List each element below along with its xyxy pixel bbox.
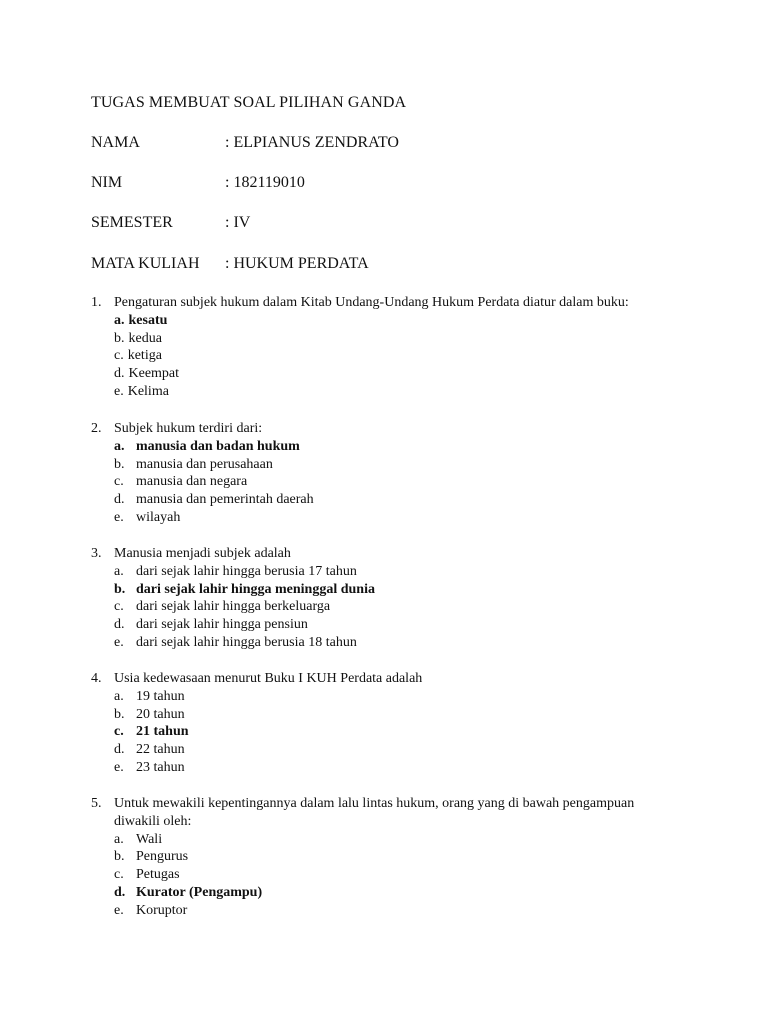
option-letter: d.: [114, 492, 125, 508]
option-text: kesatu: [128, 312, 168, 328]
question-number: 2.: [91, 421, 102, 436]
option: [91, 509, 691, 527]
question-text-line: [91, 294, 691, 312]
option-text: dari sejak lahir hingga pensiun: [136, 617, 308, 633]
option: [91, 688, 691, 706]
option-text: 23 tahun: [136, 759, 185, 775]
option-text: wilayah: [136, 509, 181, 525]
option-correct: [91, 723, 691, 741]
option-text: manusia dan perusahaan: [136, 456, 273, 472]
option-letter: a.: [114, 688, 124, 704]
question-text: Manusia menjadi subjek adalah: [114, 546, 291, 561]
option-correct: [91, 884, 661, 902]
option-text: Kurator (Pengampu): [136, 884, 263, 900]
option: [91, 598, 691, 616]
option: [91, 383, 691, 401]
question-5: [91, 795, 661, 920]
option-letter: b.: [114, 581, 126, 597]
question-number: 5.: [91, 796, 102, 811]
option-text: manusia dan pemerintah daerah: [136, 492, 314, 508]
question-text: Subjek hukum terdiri dari:: [114, 421, 263, 436]
option-letter: b.: [114, 706, 125, 722]
option: [91, 866, 661, 884]
option: [91, 473, 691, 491]
option: [91, 759, 691, 777]
question-text-line: [91, 545, 691, 563]
option-text: dari sejak lahir hingga berusia 17 tahun: [136, 563, 357, 579]
option-letter: b.: [114, 456, 125, 472]
option-letter: d.: [114, 617, 125, 633]
info-value: : HUKUM PERDATA: [225, 255, 369, 272]
question-text: Untuk mewakili kepentingannya dalam lalu lintas hukum, orang yang di bawah pengampuan diwakili oleh:: [114, 796, 635, 829]
option-letter: d.: [114, 884, 126, 900]
option-letter: a.: [114, 563, 124, 579]
option-text: dari sejak lahir hingga berusia 18 tahun: [136, 634, 357, 650]
option-letter: a.: [114, 438, 125, 454]
option-letter: c.: [114, 348, 124, 364]
option-letter: d.: [114, 366, 125, 382]
option: [91, 831, 661, 849]
option: [91, 902, 661, 920]
info-label: NAMA: [91, 134, 140, 151]
option-letter: c.: [114, 867, 124, 883]
option: [91, 634, 691, 652]
question-2: [91, 420, 691, 527]
info-value: : ELPIANUS ZENDRATO: [225, 134, 399, 151]
option-letter: b.: [114, 849, 125, 865]
option-letter: c.: [114, 599, 124, 615]
option-text: dari sejak lahir hingga meninggal dunia: [136, 581, 375, 597]
info-label: NIM: [91, 174, 123, 191]
option-text: 21 tahun: [136, 724, 189, 740]
option-correct: [91, 581, 691, 599]
option: [91, 616, 691, 634]
option-letter: b.: [114, 330, 125, 346]
question-number: 1.: [91, 295, 102, 310]
option-text: Keempat: [128, 366, 180, 382]
option: [91, 741, 691, 759]
info-value: : 182119010: [225, 174, 305, 191]
option-letter: e.: [114, 383, 124, 399]
option-text: ketiga: [127, 348, 162, 364]
option: [91, 848, 661, 866]
question-text-line: [91, 420, 691, 438]
option-letter: e.: [114, 634, 124, 650]
option-letter: d.: [114, 742, 125, 758]
option-text: dari sejak lahir hingga berkeluarga: [136, 599, 331, 615]
option: [91, 563, 691, 581]
question-4: [91, 670, 691, 777]
option-letter: e.: [114, 759, 124, 775]
info-label: MATA KULIAH: [91, 255, 200, 272]
option-text: 20 tahun: [136, 706, 185, 722]
question-text: Usia kedewasaan menurut Buku I KUH Perdata adalah: [114, 671, 423, 686]
info-value: : IV: [225, 214, 251, 231]
question-3: [91, 545, 691, 652]
question-number: 4.: [91, 671, 102, 686]
info-label: SEMESTER: [91, 214, 173, 231]
option-correct: [91, 312, 691, 330]
option: [91, 330, 691, 348]
question-text: Pengaturan subjek hukum dalam Kitab Undang-Undang Hukum Perdata diatur dalam buku:: [114, 295, 629, 310]
option-letter: e.: [114, 509, 124, 525]
option-text: manusia dan negara: [136, 474, 248, 490]
option: [91, 491, 691, 509]
option-letter: c.: [114, 724, 124, 740]
option: [91, 706, 691, 724]
option-letter: c.: [114, 474, 124, 490]
option-letter: e.: [114, 902, 124, 918]
option-text: Pengurus: [136, 849, 189, 865]
option-text: Wali: [136, 831, 163, 847]
question-text-line: [91, 670, 691, 688]
option-text: Koruptor: [136, 902, 188, 918]
option-letter: a.: [114, 312, 125, 328]
option-text: Kelima: [127, 383, 169, 399]
question-1: [91, 294, 691, 401]
option: [91, 365, 691, 383]
option-text: 19 tahun: [136, 688, 185, 704]
question-number: 3.: [91, 546, 102, 561]
option-text: Petugas: [136, 867, 180, 883]
document-title: TUGAS MEMBUAT SOAL PILIHAN GANDA: [91, 94, 407, 111]
question-text-line: [91, 795, 661, 831]
option-correct: [91, 438, 691, 456]
option-text: 22 tahun: [136, 742, 185, 758]
option-text: manusia dan badan hukum: [136, 438, 300, 454]
option: [91, 456, 691, 474]
option: [91, 347, 691, 365]
option-text: kedua: [128, 330, 162, 346]
option-letter: a.: [114, 831, 124, 847]
